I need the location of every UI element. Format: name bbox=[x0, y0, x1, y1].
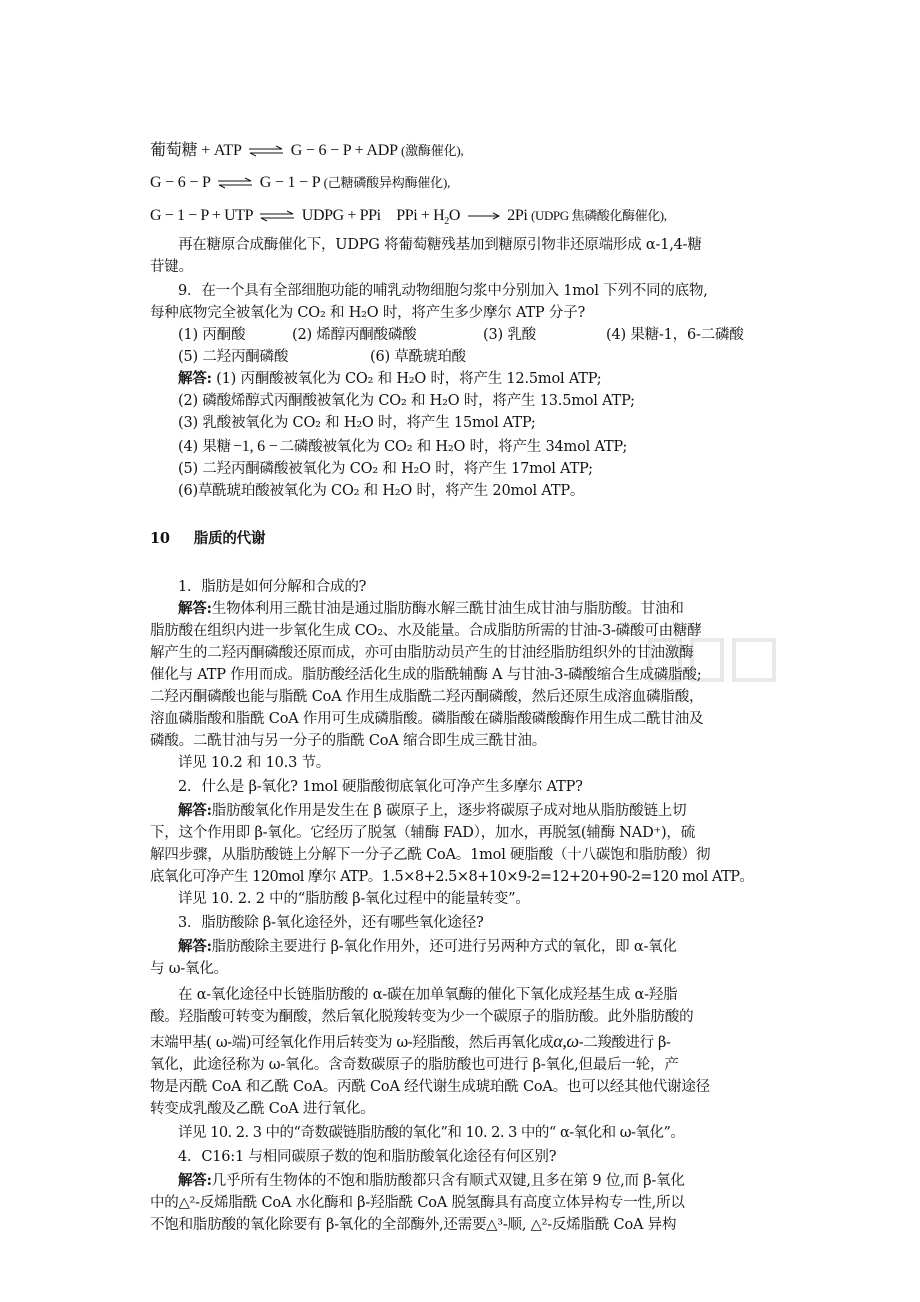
answer-1-line-1: 解答:生物体利用三酰甘油是通过脂肪酶水解三酰甘油生成甘油与脂肪酸。甘油和 bbox=[178, 600, 684, 617]
answer-1-line: 磷酸。二酰甘油与另一分子的脂酰 CoA 缩合即生成三酰甘油。 bbox=[150, 733, 547, 749]
equilibrium-arrow-icon bbox=[259, 210, 295, 222]
eq1-note: (激酶催化), bbox=[401, 143, 464, 158]
answer-9-line-1: 解答: (1) 丙酮酸被氧化为 CO₂ 和 H₂O 时，将产生 12.5mol ATP; bbox=[178, 370, 602, 387]
options-row-1 bbox=[178, 324, 814, 346]
option-5: (5) 二羟丙酮磷酸 bbox=[178, 349, 289, 365]
answer-2-line: 下，这个作用即 β-氧化。它经历了脱氢（辅酶 FAD），加水，再脱氢(辅酶 NAD⁺)，硫 bbox=[150, 825, 696, 841]
watermark-icon bbox=[642, 630, 792, 702]
answer-2-line: 解四步骤，从脂肪酸链上分解下一分子乙酰 CoA。1mol 硬脂酸（十八碳饱和脂肪酸）彻 bbox=[150, 847, 711, 863]
option-4: (4) 果糖-1，6-二磷酸 bbox=[606, 327, 744, 343]
answer-1-line: 二羟丙酮磷酸也能与脂酰 CoA 作用生成脂酰二羟丙酮磷酸，然后还原生成溶血磷脂酸， bbox=[150, 689, 704, 705]
answer-1-line: 催化与 ATP 作用而成。脂肪酸经活化生成的脂酰辅酶 A 与甘油-3-磷酸缩合生成磷脂酸; bbox=[150, 667, 702, 683]
answer-9-line-5: (5) 二羟丙酮磷酸被氧化为 CO₂ 和 H₂O 时，将产生 17mol ATP; bbox=[178, 461, 593, 477]
option-3: (3) 乳酸 bbox=[483, 327, 536, 343]
answer-label: 解答: bbox=[178, 600, 212, 617]
answer-2-line-1: 解答:脂肪酸氧化作用是发生在 β 碳原子上，逐步将碳原子成对地从脂肪酸链上切 bbox=[178, 802, 687, 819]
section-heading bbox=[150, 528, 786, 550]
answer-1-line: 解产生的二羟丙酮磷酸还原而成，亦可由脂肪动员产生的甘油经脂肪组织外的甘油激酶 bbox=[150, 645, 694, 661]
eq3-right: UDPG + PPi bbox=[301, 207, 381, 224]
answer-9-line-6: (6)草酰琥珀酸被氧化为 CO₂ 和 H₂O 时，将产生 20mol ATP。 bbox=[178, 483, 585, 499]
equilibrium-arrow-icon bbox=[217, 177, 253, 189]
question-2: 2．什么是 β-氧化? 1mol 硬脂酸彻底氧化可净产生多摩尔 ATP? bbox=[178, 779, 583, 795]
reference-2: 详见 10. 2. 2 中的“脂肪酸 β-氧化过程中的能量转变”。 bbox=[178, 891, 530, 907]
answer-label: 解答: bbox=[178, 370, 212, 387]
answer-4-line: 中的△²-反烯脂酰 CoA 水化酶和 β-羟脂酰 CoA 脱氢酶具有高度立体异构专一性,所以 bbox=[150, 1195, 685, 1211]
answer-3-line: 氧化，此途径称为 ω-氧化。含奇数碳原子的脂肪酸也可进行 β-氧化,但最后一轮，产 bbox=[150, 1057, 679, 1073]
question-4: 4．C16:1 与相同碳原子数的饱和脂肪酸氧化途径有何区别? bbox=[178, 1149, 557, 1165]
eq1-right: G − 6 − P + ADP bbox=[290, 142, 398, 159]
answer-label: 解答: bbox=[178, 938, 212, 955]
eq3-note: (UDPG 焦磷酸化酶催化), bbox=[531, 208, 667, 223]
equation-isomerase bbox=[150, 172, 786, 194]
answer-3-line: 酸。羟脂酸可转变为酮酸，然后氧化脱羧转变为少一个碳原子的脂肪酸。此外脂肪酸的 bbox=[150, 1009, 694, 1025]
question-9-cont: 每种底物完全被氧化为 CO₂ 和 H₂O 时，将产生多少摩尔 ATP 分子? bbox=[150, 305, 586, 321]
watermark-logo bbox=[642, 630, 792, 702]
option-2: (2) 烯醇丙酮酸磷酸 bbox=[292, 327, 417, 343]
answer-1-line: 溶血磷脂酸和脂酰 CoA 作用可生成磷脂酸。磷脂酸在磷脂酸磷酸酶作用生成二酰甘油及 bbox=[150, 711, 704, 727]
answer-3-line: 在 α-氧化途径中长链脂肪酸的 α-碳在加单氧酶的催化下氧化成羟基生成 α-羟脂 bbox=[178, 987, 678, 1003]
eq3b-left: PPi + H bbox=[396, 207, 445, 224]
option-6: (6) 草酰琥珀酸 bbox=[370, 349, 466, 365]
eq2-right: G − 1 − P bbox=[259, 174, 320, 191]
eq3b-mid: O bbox=[448, 207, 461, 224]
answer-4-line-1: 解答:几乎所有生物体的不饱和脂肪酸都只含有顺式双键,且多在第 9 位,而 β-氧化 bbox=[178, 1172, 685, 1189]
eq2-left: G − 6 − P bbox=[150, 174, 211, 191]
paragraph-line: 苷键。 bbox=[150, 259, 193, 275]
question-9: 9．在一个具有全部细胞功能的哺乳动物细胞匀浆中分别加入 1mol 下列不同的底物, bbox=[178, 283, 708, 299]
equation-hexokinase bbox=[150, 140, 786, 162]
answer-label: 解答: bbox=[178, 802, 212, 819]
eq2-note: (己糖磷酸异构酶催化), bbox=[323, 175, 451, 190]
answer-3-line-1: 解答:脂肪酸除主要进行 β-氧化作用外，还可进行另两种方式的氧化，即 α-氧化 bbox=[178, 938, 677, 955]
question-3: 3．脂肪酸除 β-氧化途径外，还有哪些氧化途径? bbox=[178, 915, 484, 931]
answer-1-line: 脂肪酸在组织内进一步氧化生成 CO₂、水及能量。合成脂肪所需的甘油-3-磷酸可由糖酵 bbox=[150, 623, 702, 639]
answer-3-line: 与 ω-氧化。 bbox=[150, 961, 228, 977]
answer-9-line-4: (4) 果糖 −1, 6 − 二磷酸被氧化为 CO₂ 和 H₂O 时，将产生 34mol ATP; bbox=[178, 438, 628, 455]
section-number: 10 bbox=[150, 530, 170, 547]
options-row-2 bbox=[178, 346, 814, 368]
eq3b-right: 2Pi bbox=[507, 207, 528, 224]
answer-3-line: 转变成乳酸及乙酰 CoA 进行氧化。 bbox=[150, 1101, 375, 1117]
answer-9-line-2: (2) 磷酸烯醇式丙酮酸被氧化为 CO₂ 和 H₂O 时，将产生 13.5mol ATP; bbox=[178, 393, 635, 409]
answer-2-line: 底氧化可净产生 120mol 摩尔 ATP。1.5×8+2.5×8+10×9-2=12+20+90-2=120 mol ATP。 bbox=[150, 869, 754, 885]
answer-4-line: 不饱和脂肪酸的氧化除要有 β-氧化的全部酶外,还需要△³-顺, △²-反烯脂酰 CoA 异构 bbox=[150, 1217, 677, 1233]
eq3-left: G − 1 − P + UTP bbox=[150, 207, 253, 224]
option-1: (1) 丙酮酸 bbox=[178, 327, 246, 343]
reference-1: 详见 10.2 和 10.3 节。 bbox=[178, 755, 331, 771]
right-arrow-icon bbox=[467, 211, 501, 221]
paragraph-line: 再在糖原合成酶催化下，UDPG 将葡萄糖残基加到糖原引物非还原端形成 α-1,4-糖 bbox=[178, 237, 702, 253]
section-title: 脂质的代谢 bbox=[193, 530, 266, 547]
answer-3-line: 物是丙酰 CoA 和乙酰 CoA。丙酰 CoA 经代谢生成琥珀酰 CoA。也可以经其他代谢途径 bbox=[150, 1079, 710, 1095]
equation-udpg: G − 1 − P + UTP UDPG + PPi PPi + $H_2O$ 2Pi (UDPG 焦磷酸化酶催化), bbox=[150, 207, 667, 228]
reference-3: 详见 10. 2. 3 中的“奇数碳链脂肪酸的氧化”和 10. 2. 3 中的“ α-氧化和 ω-氧化”。 bbox=[178, 1125, 685, 1141]
eq1-left: 葡萄糖 + ATP bbox=[150, 142, 242, 159]
question-1: 1．脂肪是如何分解和合成的? bbox=[178, 579, 367, 595]
answer-label: 解答: bbox=[178, 1172, 212, 1189]
equilibrium-arrow-icon bbox=[248, 145, 284, 157]
answer-3-line-5: 末端甲基( ω-端)可经氧化作用后转变为 ω-羟脂酸，然后再氧化成α,ω-二羧酸进行 β- bbox=[150, 1031, 671, 1051]
answer-9-line-3: (3) 乳酸被氧化为 CO₂ 和 H₂O 时，将产生 15mol ATP; bbox=[178, 415, 536, 431]
